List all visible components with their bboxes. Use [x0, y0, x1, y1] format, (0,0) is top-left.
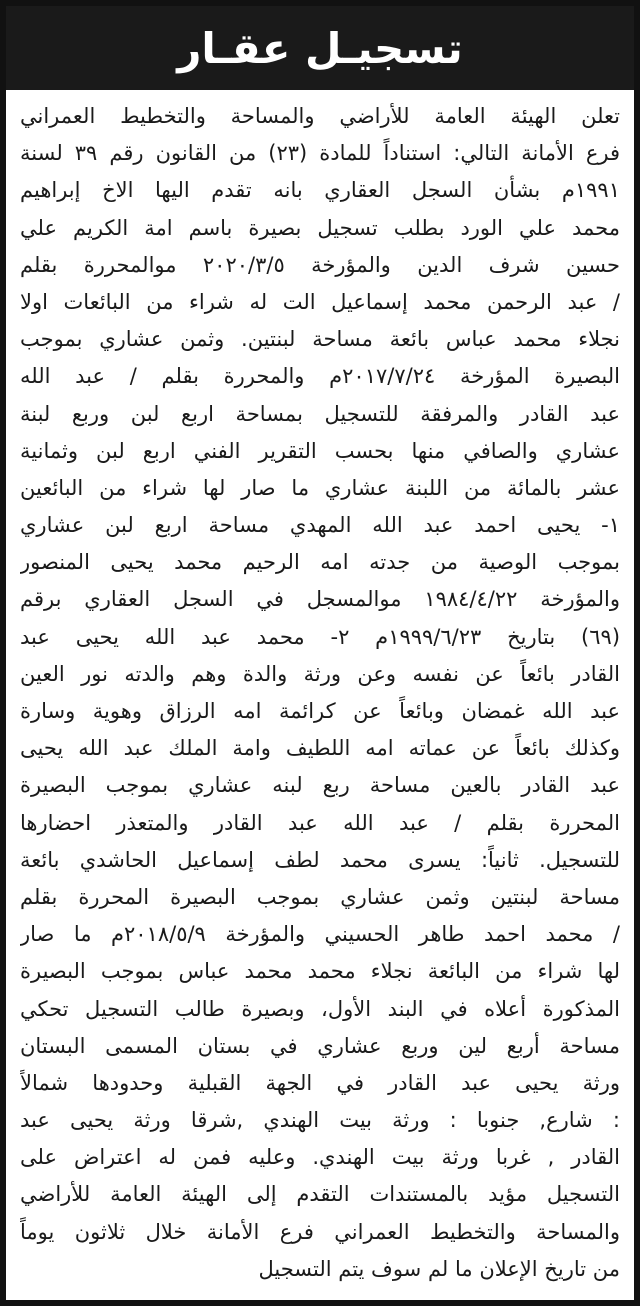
- notice-line: القادر بائعاً عن نفسه وعن ورثة والدة وهم والدته نور العين: [20, 661, 620, 686]
- notice-line: / محمد احمد طاهر الحسيني والمؤرخة ٢٠١٨/٥/٩م ما صار: [20, 922, 620, 947]
- notice-line: عبد القادر والمرفقة للتسجيل بمساحة اربع لبن وربع لبنة: [20, 401, 620, 426]
- notice-line: البصيرة المؤرخة ٢٠١٧/٧/٢٤م والمحررة بقلم / عبد الله: [20, 364, 620, 389]
- notice-line: عشاري والصافي منها بحسب التقرير الفني اربع لبن وثمانية: [20, 438, 620, 463]
- notice-line: فرع الأمانة التالي: استناداً للمادة (٢٣) من القانون رقم ٣٩ لسنة: [20, 141, 620, 166]
- notice-line: (٦٩) بتاريخ ١٩٩٩/٦/٢٣م ٢- محمد عبد الله يحيى عبد: [20, 624, 620, 649]
- notice-line: تعلن الهيئة العامة للأراضي والمساحة والتخطيط العمراني: [20, 104, 620, 128]
- notice-line: والمؤرخة ١٩٨٤/٤/٢٢ موالمسجل في السجل العقاري برقم: [20, 587, 620, 612]
- notice-line: والمساحة والتخطيط العمراني فرع الأمانة خلال ثلاثون يوماً: [20, 1219, 620, 1244]
- notice-line: ١- يحيى احمد عبد الله المهدي مساحة اربع لبن عشاري: [20, 513, 620, 538]
- notice-line: نجلاء محمد عباس بائعة مساحة لبنتين. وثمن عشاري بموجب: [20, 327, 620, 352]
- notice-line: مساحة أربع لين وربع عشاري في بستان المسمى البستان: [20, 1033, 620, 1058]
- notice-line: مساحة لبنتين وثمن عشاري بموجب البصيرة المحررة بقلم: [20, 884, 620, 909]
- notice-line: عبد الله غمضان وبائعاً عن كرائمة امه الرزاق وهوية وسارة: [20, 699, 620, 723]
- notice-line: القادر , غربا ورثة بيت الهندي. وعليه فمن له اعتراض على: [20, 1145, 620, 1170]
- notice-line: لها شراء من البائعة نجلاء محمد محمد عباس بموجب البصيرة: [20, 959, 620, 984]
- notice-line: حسين شرف الدين والمؤرخة ٢٠٢٠/٣/٥ موالمحررة بقلم: [20, 252, 620, 277]
- notice-line: وكذلك بائعاً عن عماته امه اللطيف وامة الملك عبد الله يحيى: [20, 736, 620, 761]
- notice-line: بموجب الوصية من جدته امه الرحيم محمد يحيى المنصور: [20, 550, 620, 575]
- notice-line: التسجيل مؤيد بالمستندات التقدم إلى الهيئة العامة للأراضي: [20, 1182, 620, 1207]
- notice-line: محمد علي الورد بطلب تسجيل بصيرة باسم امة الكريم علي: [20, 215, 620, 240]
- notice-line: : شارع, جنوبا : ورثة بيت الهندي ,شرقا ورثة يحيى عبد: [20, 1108, 620, 1133]
- notice-line: من تاريخ الإعلان ما لم سوف يتم التسجيل: [258, 1256, 620, 1281]
- notice-line: ١٩٩١م بشأن السجل العقاري بانه تقدم اليها الاخ إبراهيم: [20, 178, 620, 203]
- notice-line: / عبد الرحمن محمد إسماعيل الت له شراء من البائعات اولا: [20, 289, 620, 314]
- notice-line: للتسجيل. ثانياً: يسرى محمد لطف إسماعيل الحاشدي بائعة: [20, 847, 620, 872]
- notice-line: المذكورة أعلاه في البند الأول، وبصيرة طالب التسجيل تحكي: [20, 996, 620, 1021]
- notice-line: عشر بالمائة من اللبنة عشاري ما صار لها شراء من البائعين: [20, 475, 620, 500]
- notice-body: [20, 98, 620, 1288]
- notice-line: المحررة بقلم / عبد الله عبد القادر والمتعذر احضارها: [20, 810, 620, 835]
- title-bar: [6, 6, 634, 90]
- notice-line: ورثة يحيى عبد القادر في الجهة القبلية وحدودها شمالاً: [20, 1070, 620, 1095]
- notice-title: تسجيـل عقـار: [177, 23, 463, 73]
- notice-line: عبد القادر بالعين مساحة ربع لبنه عشاري بموجب البصيرة: [20, 773, 620, 798]
